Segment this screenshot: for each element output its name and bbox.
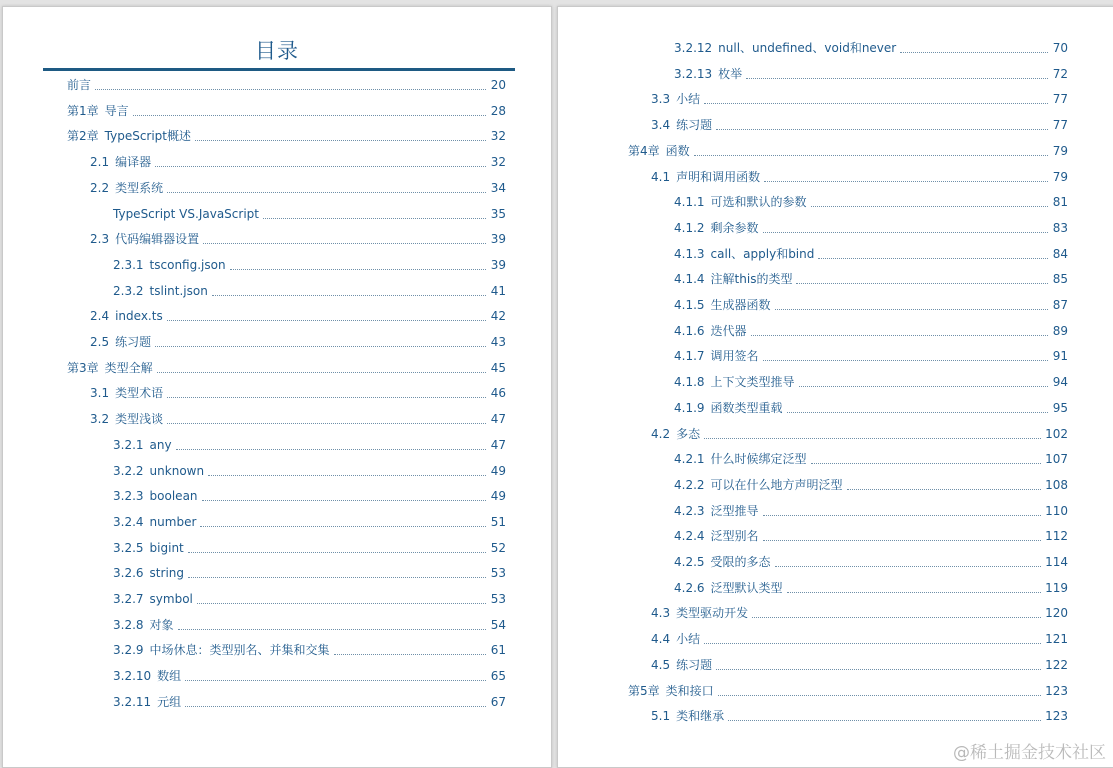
toc-entry-label: 小结 [676, 632, 701, 647]
toc-entry-number: 4.1.6 [674, 323, 705, 338]
toc-entry-label: 对象 [149, 617, 174, 632]
toc-entry-label: TypeScript VS.JavaScript [113, 206, 259, 221]
toc-entry-number: 4.2 [651, 426, 671, 441]
toc-entry-page-number: 52 [490, 540, 506, 555]
dot-leader [188, 577, 486, 578]
toc-entry-label: 导言 [104, 103, 129, 118]
dot-leader [818, 258, 1048, 259]
toc-entry-page-number: 123 [1045, 683, 1068, 698]
dot-leader [176, 449, 486, 450]
toc-entry[interactable] [90, 230, 506, 248]
toc-entry-page-number: 39 [490, 257, 506, 272]
dot-leader [811, 206, 1048, 207]
toc-entry-number: 4.1.9 [674, 400, 705, 415]
toc-entry[interactable] [67, 359, 506, 377]
toc-entry-page-number: 51 [490, 514, 506, 529]
toc-entry-label: 数组 [157, 669, 182, 684]
dot-leader [167, 192, 486, 193]
toc-entry[interactable] [67, 127, 506, 145]
dot-leader [208, 475, 486, 476]
toc-entry[interactable] [651, 90, 1068, 108]
toc-entry[interactable] [113, 539, 506, 557]
toc-entry-number: 4.1.3 [674, 246, 705, 261]
dot-leader [203, 243, 486, 244]
toc-entry[interactable] [674, 476, 1068, 494]
toc-entry[interactable] [674, 450, 1068, 468]
toc-entry-label: 枚举 [718, 66, 743, 81]
dot-leader [763, 232, 1048, 233]
toc-entry-number: 2.1 [90, 155, 110, 170]
toc-entry-page-number: 65 [490, 669, 506, 684]
dot-leader [200, 526, 486, 527]
toc-entry-number: 4.2.2 [674, 477, 705, 492]
toc-entry-number: 3.2.4 [113, 514, 144, 529]
toc-entry-page-number: 49 [490, 489, 506, 504]
toc-entry-label: 中场休息：类型别名、并集和交集 [149, 643, 330, 658]
toc-entry-number: 3.2.8 [113, 617, 144, 632]
toc-entry-number: 3.2.10 [113, 669, 152, 684]
toc-entry-label: null、undefined、void和never [718, 41, 897, 55]
toc-entry-label: 迭代器 [710, 323, 747, 338]
toc-entry[interactable] [113, 693, 506, 711]
toc-entry[interactable] [674, 553, 1068, 571]
toc-page-right [557, 6, 1113, 768]
toc-entry[interactable] [113, 513, 506, 531]
toc-entry-page-number: 89 [1052, 323, 1068, 338]
dot-leader [230, 269, 486, 270]
toc-entry-number: 4.1.7 [674, 349, 705, 364]
dot-leader [763, 540, 1042, 541]
dot-leader [212, 295, 486, 296]
toc-entry-label: 类型全解 [104, 360, 153, 375]
toc-entry-page-number: 87 [1052, 298, 1068, 312]
toc-entry-page-number: 39 [490, 232, 506, 247]
toc-entry-page-number: 43 [490, 335, 506, 349]
toc-entry-page-number: 81 [1052, 195, 1068, 210]
dot-leader [900, 52, 1048, 53]
toc-entry-page-number: 54 [490, 617, 506, 632]
toc-entry-number: 4.1.2 [674, 220, 705, 235]
toc-entry-number: 2.3.2 [113, 283, 144, 298]
toc-entry-label: tsconfig.json [149, 257, 226, 272]
toc-entry-label: 练习题 [676, 118, 713, 133]
toc-entry[interactable] [674, 347, 1068, 365]
toc-entry-number: 4.2.1 [674, 452, 705, 467]
toc-entry[interactable] [113, 487, 506, 505]
dot-leader [95, 89, 486, 90]
toc-entry[interactable] [113, 590, 506, 608]
toc-entry[interactable] [651, 656, 1068, 674]
toc-entry-page-number: 122 [1045, 657, 1068, 672]
toc-entry-label: 类型术语 [115, 386, 164, 401]
toc-entry-number: 4.5 [651, 657, 671, 672]
toc-entry-number: 3.3 [651, 92, 671, 107]
dot-leader [704, 643, 1041, 644]
toc-entry-page-number: 49 [490, 463, 506, 478]
toc-entry-label: 元组 [157, 694, 182, 709]
toc-entry[interactable] [674, 39, 1068, 57]
toc-entry-page-number: 70 [1052, 41, 1068, 55]
toc-entry-number: 4.1.1 [674, 195, 705, 210]
dot-leader [155, 346, 486, 347]
toc-entry-page-number: 120 [1045, 606, 1068, 621]
toc-entry-page-number: 112 [1045, 529, 1068, 544]
toc-entry-number: 第5章 [628, 683, 660, 698]
toc-entry-page-number: 77 [1052, 118, 1068, 133]
toc-entry-page-number: 114 [1045, 555, 1068, 569]
toc-entry-page-number: 94 [1052, 375, 1068, 390]
toc-entry-page-number: 121 [1045, 632, 1068, 647]
toc-entry-label: 函数类型重载 [710, 400, 783, 415]
toc-entry-label: tslint.json [149, 283, 208, 298]
dot-leader [202, 500, 486, 501]
toc-entry-label: 受限的多态 [710, 555, 771, 569]
toc-entry-number: 3.2.3 [113, 489, 144, 504]
toc-entry[interactable] [651, 425, 1068, 443]
toc-entry[interactable] [113, 564, 506, 582]
toc-entry-label: 小结 [676, 92, 701, 107]
toc-entry-label: TypeScript概述 [104, 129, 192, 144]
toc-entry-number: 2.5 [90, 335, 110, 349]
toc-entry-page-number: 45 [490, 360, 506, 375]
toc-entry-page-number: 95 [1052, 400, 1068, 415]
toc-entry-page-number: 79 [1052, 143, 1068, 158]
toc-entry-number: 3.2.9 [113, 643, 144, 658]
toc-entry-label: 注解this的类型 [710, 272, 793, 287]
toc-entry-number: 3.2.6 [113, 566, 144, 581]
toc-entry[interactable] [651, 604, 1068, 622]
toc-entry-page-number: 53 [490, 592, 506, 606]
toc-entry-number: 4.2.3 [674, 503, 705, 518]
toc-entry-label: 泛型别名 [710, 529, 759, 544]
toc-entry[interactable] [628, 142, 1068, 160]
toc-entry-label: 生成器函数 [710, 298, 771, 312]
toc-entry[interactable] [90, 179, 506, 197]
toc-entry-label: 可以在什么地方声明泛型 [710, 477, 843, 492]
toc-entry-page-number: 108 [1045, 477, 1068, 492]
dot-leader [704, 438, 1041, 439]
toc-entry-page-number: 47 [490, 437, 506, 452]
toc-entry[interactable] [674, 322, 1068, 340]
toc-entry-number: 3.2.2 [113, 463, 144, 478]
toc-page-left [2, 6, 552, 768]
toc-entry-page-number: 20 [490, 78, 506, 92]
toc-entry-number: 4.1 [651, 169, 671, 184]
toc-entry-number: 4.2.5 [674, 555, 705, 569]
toc-entry-page-number: 72 [1052, 66, 1068, 81]
toc-entry[interactable] [113, 667, 506, 685]
dot-leader [263, 218, 486, 219]
toc-entry[interactable] [113, 641, 506, 659]
toc-entry-label: 类和接口 [665, 683, 714, 698]
toc-entry[interactable] [674, 193, 1068, 211]
dot-leader [728, 720, 1041, 721]
watermark: @稀土掘金技术社区 [953, 743, 1106, 763]
toc-entry[interactable] [67, 76, 506, 94]
dot-leader [178, 629, 486, 630]
toc-entry[interactable] [674, 579, 1068, 597]
toc-entry-number: 2.4 [90, 309, 110, 324]
toc-entry[interactable] [113, 205, 506, 223]
dot-leader [716, 669, 1041, 670]
dot-leader [799, 386, 1048, 387]
toc-entry[interactable] [90, 333, 506, 351]
dot-leader [167, 320, 486, 321]
toc-entry-number: 3.2 [90, 412, 110, 427]
toc-entry[interactable] [674, 65, 1068, 83]
toc-entry[interactable] [67, 102, 506, 120]
toc-entry[interactable] [674, 270, 1068, 288]
toc-entry-label: number [149, 514, 197, 529]
dot-leader [796, 283, 1048, 284]
toc-entry-number: 4.2.6 [674, 580, 705, 595]
dot-leader [694, 155, 1048, 156]
toc-entry-label: 什么时候绑定泛型 [710, 452, 807, 467]
toc-entry-label: 泛型默认类型 [710, 580, 783, 595]
toc-entry[interactable] [651, 707, 1068, 725]
dot-leader [811, 463, 1042, 464]
toc-entry[interactable] [90, 307, 506, 325]
dot-leader [716, 129, 1048, 130]
toc-entry-label: unknown [149, 463, 205, 478]
toc-entry-number: 4.4 [651, 632, 671, 647]
toc-entry-label: 类型浅谈 [115, 412, 164, 427]
dot-leader [775, 309, 1048, 310]
title-divider [43, 68, 515, 71]
toc-entry-number: 3.2.11 [113, 694, 152, 709]
dot-leader [195, 140, 486, 141]
toc-entry-page-number: 41 [490, 283, 506, 298]
toc-entry-page-number: 107 [1045, 452, 1068, 467]
toc-entry-page-number: 32 [490, 129, 506, 144]
toc-entry[interactable] [674, 219, 1068, 237]
toc-entry-number: 5.1 [651, 709, 671, 724]
toc-entry[interactable] [651, 168, 1068, 186]
dot-leader [167, 397, 486, 398]
toc-entry-page-number: 119 [1045, 580, 1068, 595]
toc-entry-number: 第1章 [67, 103, 99, 118]
toc-entry-page-number: 67 [490, 694, 506, 709]
toc-entry-label: any [149, 437, 172, 452]
toc-entry-page-number: 46 [490, 386, 506, 401]
dot-leader [133, 115, 486, 116]
toc-entry-label: call、apply和bind [710, 246, 815, 261]
toc-entry-label: 类型驱动开发 [676, 606, 749, 621]
dot-leader [197, 603, 486, 604]
toc-entry-number: 4.3 [651, 606, 671, 621]
toc-entry-page-number: 42 [490, 309, 506, 324]
toc-entry[interactable] [90, 153, 506, 171]
toc-entry-label: 可选和默认的参数 [710, 195, 807, 210]
toc-entry-page-number: 28 [490, 103, 506, 118]
toc-entry-label: symbol [149, 592, 193, 606]
dot-leader [787, 412, 1048, 413]
toc-entry-number: 3.2.7 [113, 592, 144, 606]
toc-entry[interactable] [113, 436, 506, 454]
dot-leader [704, 103, 1048, 104]
toc-title: 目录 [255, 39, 299, 63]
toc-entry[interactable] [113, 282, 506, 300]
dot-leader [752, 617, 1041, 618]
toc-entry[interactable] [113, 616, 506, 634]
toc-entry-page-number: 32 [490, 155, 506, 170]
toc-entry-label: 代码编辑器设置 [115, 232, 200, 247]
toc-entry-page-number: 53 [490, 566, 506, 581]
dot-leader [188, 552, 486, 553]
toc-entry-label: 类和继承 [676, 709, 725, 724]
toc-entry-label: 剩余参数 [710, 220, 759, 235]
toc-entry-label: 多态 [676, 426, 701, 441]
dot-leader [763, 515, 1042, 516]
dot-leader [155, 166, 486, 167]
toc-entry-number: 第4章 [628, 143, 660, 158]
toc-entry-label: 练习题 [676, 657, 713, 672]
toc-entry[interactable] [674, 373, 1068, 391]
toc-entry[interactable] [628, 682, 1068, 700]
dot-leader [763, 360, 1048, 361]
toc-entry-number: 3.4 [651, 118, 671, 133]
toc-entry[interactable] [113, 462, 506, 480]
dot-leader [775, 566, 1042, 567]
toc-entry-page-number: 102 [1045, 426, 1068, 441]
toc-entry-label: bigint [149, 540, 184, 555]
dot-leader [751, 335, 1048, 336]
toc-entry-number: 2.3 [90, 232, 110, 247]
toc-entry-label: 函数 [665, 143, 690, 158]
dot-leader [157, 372, 486, 373]
toc-entry-number: 2.2 [90, 180, 110, 195]
toc-entry-page-number: 91 [1052, 349, 1068, 364]
toc-entry-label: string [149, 566, 184, 581]
toc-entry-number: 第3章 [67, 360, 99, 375]
toc-entry[interactable] [90, 384, 506, 402]
toc-entry-number: 4.1.5 [674, 298, 705, 312]
toc-entry-label: boolean [149, 489, 198, 504]
toc-entry-page-number: 61 [490, 643, 506, 658]
toc-entry-number: 3.2.13 [674, 66, 713, 81]
toc-entry-number: 3.2.1 [113, 437, 144, 452]
toc-entry-label: index.ts [115, 309, 163, 324]
toc-entry[interactable] [651, 630, 1068, 648]
dot-leader [847, 489, 1042, 490]
dot-leader [787, 592, 1042, 593]
dot-leader [185, 706, 486, 707]
toc-entry-label: 练习题 [115, 335, 152, 349]
toc-entry-page-number: 35 [490, 206, 506, 221]
toc-entry-page-number: 83 [1052, 220, 1068, 235]
toc-entry[interactable] [674, 245, 1068, 263]
toc-entry-number: 2.3.1 [113, 257, 144, 272]
toc-entry-number: 3.1 [90, 386, 110, 401]
toc-entry-page-number: 123 [1045, 709, 1068, 724]
toc-entry-page-number: 47 [490, 412, 506, 427]
toc-entry-label: 声明和调用函数 [676, 169, 761, 184]
toc-entry-number: 4.1.4 [674, 272, 705, 287]
toc-entry[interactable] [90, 410, 506, 428]
toc-entry[interactable] [674, 399, 1068, 417]
dot-leader [746, 78, 1048, 79]
toc-entry-label: 调用签名 [710, 349, 759, 364]
toc-entry-page-number: 77 [1052, 92, 1068, 107]
toc-entry-page-number: 34 [490, 180, 506, 195]
toc-entry[interactable] [674, 296, 1068, 314]
dot-leader [185, 680, 486, 681]
toc-entry-label: 编译器 [115, 155, 152, 170]
toc-entry-number: 3.2.5 [113, 540, 144, 555]
dot-leader [334, 654, 486, 655]
toc-entry-number: 4.2.4 [674, 529, 705, 544]
toc-entry-label: 泛型推导 [710, 503, 759, 518]
toc-entry-label: 上下文类型推导 [710, 375, 795, 390]
toc-entry[interactable] [674, 527, 1068, 545]
toc-entry-page-number: 79 [1052, 169, 1068, 184]
toc-entry-number: 4.1.8 [674, 375, 705, 390]
toc-entry-label: 类型系统 [115, 180, 164, 195]
toc-entry-number: 第2章 [67, 129, 99, 144]
toc-entry[interactable] [674, 502, 1068, 520]
toc-entry-page-number: 110 [1045, 503, 1068, 518]
toc-entry-page-number: 85 [1052, 272, 1068, 287]
dot-leader [764, 181, 1048, 182]
dot-leader [167, 423, 486, 424]
toc-entry[interactable] [651, 116, 1068, 134]
toc-entry-page-number: 84 [1052, 246, 1068, 261]
toc-entry[interactable] [113, 256, 506, 274]
dot-leader [718, 695, 1041, 696]
toc-entry-label: 前言 [67, 78, 92, 92]
toc-entry-number: 3.2.12 [674, 41, 713, 55]
